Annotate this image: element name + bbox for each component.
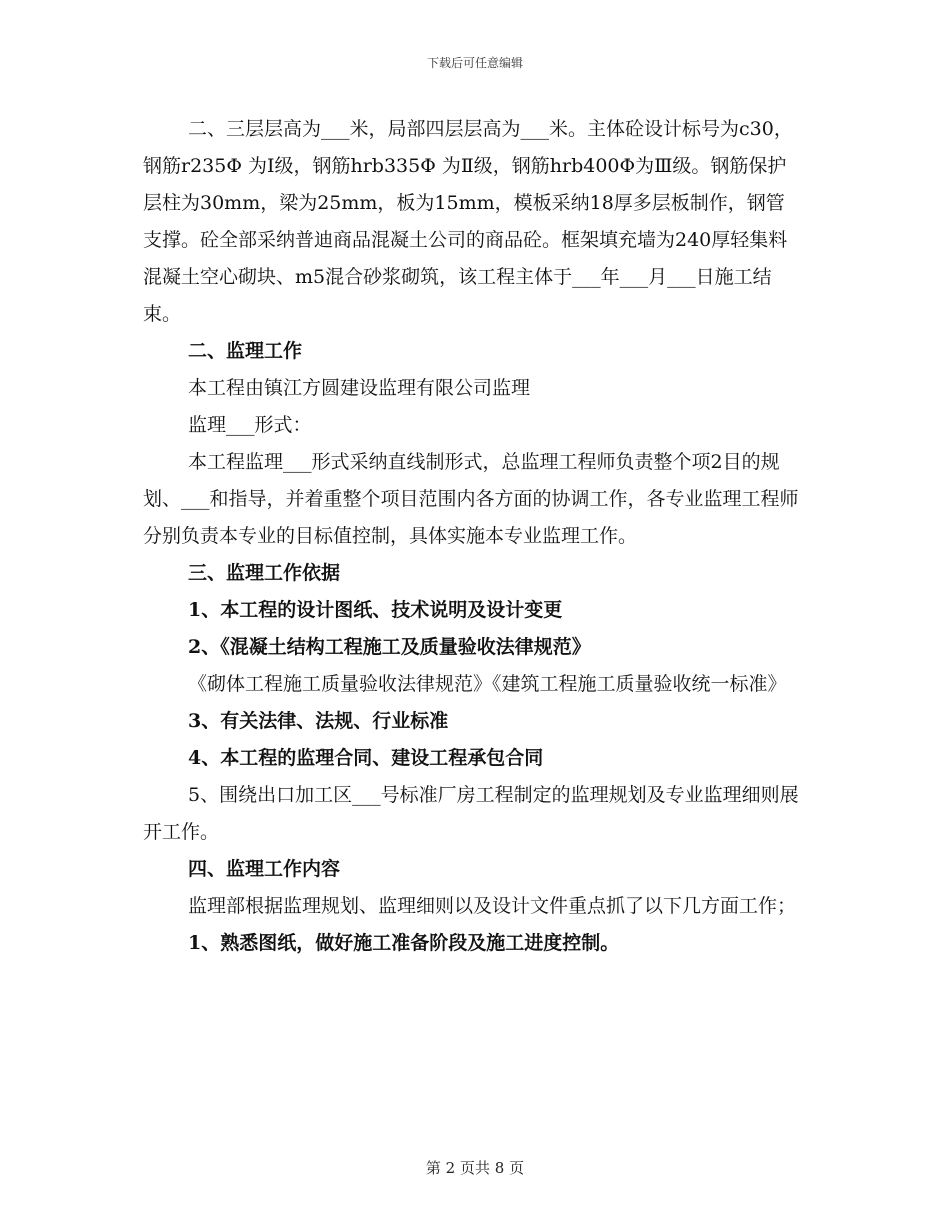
- heading-supervision-content: 四、监理工作内容: [188, 858, 341, 880]
- paragraph-supervision-company: 本工程由镇江方圆建设监理有限公司监理: [188, 377, 531, 399]
- basis-item-5: 5、围绕出口加工区___号标准厂房工程制定的监理规划及专业监理细则展开工作。: [143, 784, 799, 843]
- basis-item-2: 2、《混凝土结构工程施工及质量验收法律规范》: [188, 636, 591, 658]
- basis-item-1: 1、本工程的设计图纸、技术说明及设计变更: [188, 599, 563, 621]
- page-header: 下载后可任意编辑: [426, 56, 523, 70]
- heading-supervision-work: 二、监理工作: [188, 340, 303, 362]
- document-body: [143, 111, 803, 962]
- basis-item-3: 3、有关法律、法规、行业标准: [188, 710, 449, 732]
- content-item-1: 1、熟悉图纸，做好施工准备阶段及施工进度控制。: [188, 932, 620, 954]
- paragraph-supervision-form-label: 监理___形式：: [188, 414, 312, 436]
- page-footer: 第 2 页共 8 页: [425, 1159, 525, 1177]
- heading-supervision-basis: 三、监理工作依据: [188, 562, 341, 584]
- paragraph-supervision-focus: 监理部根据监理规划、监理细则以及设计文件重点抓了以下几方面工作；: [188, 895, 797, 917]
- paragraph-supervision-form: 本工程监理___形式采纳直线制形式，总监理工程师负责整个项2目的规划、___和指导，并着重整个项目范围内各方面的协调工作，各专业监理工程师分别负责本专业的目标值控制，具体实施本专业监理工作。: [143, 451, 799, 547]
- paragraph-project-overview: 二、三层层高为___米，局部四层层高为___米。主体砼设计标号为c30，钢筋r235Φ 为Ⅰ级，钢筋hrb335Φ 为Ⅱ级，钢筋hrb400Φ为Ⅲ级。钢筋保护层柱为30mm，梁为25mm，板为15mm，模板采纳18厚多层板制作，钢管支撑。砼全部采纳普迪商品混凝土公司的商品砼。框架填充墙为240厚轻集料混凝土空心砌块、m5混合砂浆砌筑，该工程主体于___年___月___日施工结束。: [143, 118, 793, 325]
- basis-item-4: 4、本工程的监理合同、建设工程承包合同: [188, 747, 544, 769]
- basis-item-2-continued: 《砌体工程施工质量验收法律规范》《建筑工程施工质量验收统一标准》: [188, 673, 787, 695]
